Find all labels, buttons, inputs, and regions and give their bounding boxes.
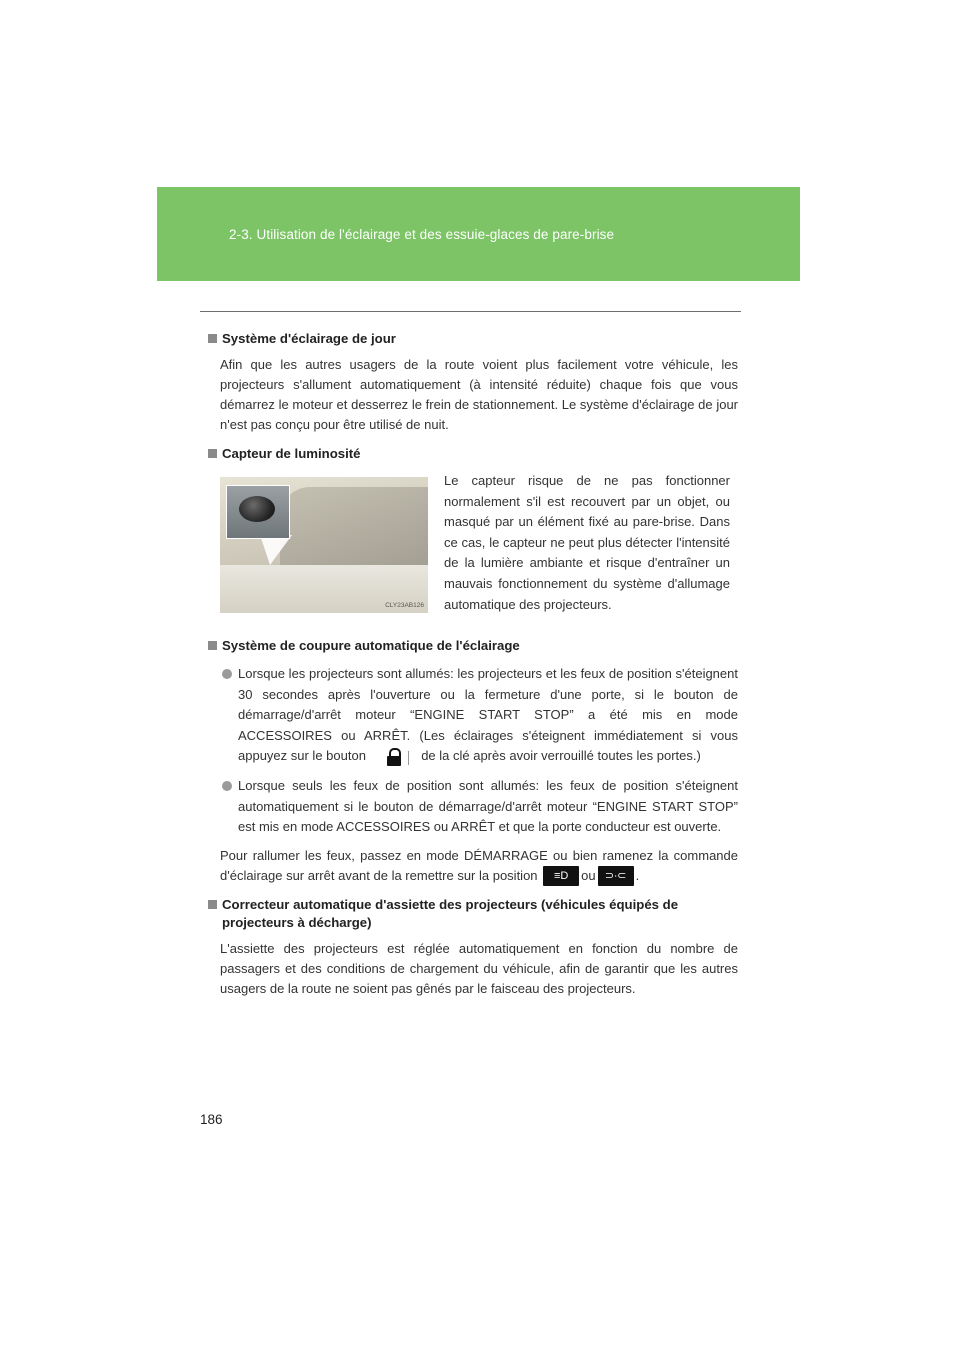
section-text-daytime: Afin que les autres usagers de la route voient plus facilement votre véhicule, les projecteurs s'allument automatiquement (à intensité réduite) chaque fois que vous démarrez le moteur et desserrez le frein de stationnement. Le système d'éclairage de jour n'est pas conçu pour être utilisé de nuit. bbox=[220, 357, 738, 432]
image-code: CLY23AB126 bbox=[385, 602, 424, 609]
square-bullet-icon bbox=[208, 641, 217, 650]
round-bullet-icon bbox=[222, 669, 232, 679]
callout-pointer bbox=[260, 535, 292, 565]
section-header-band bbox=[157, 187, 800, 281]
section-text-sensor: Le capteur risque de ne pas fonctionner normalement s'il est recouvert par un objet, ou masqué par un élément fixé au pare-brise. Dans ce cas, le capteur ne peut plus détecter l'intensité de la lumière ambiante et risque d'entraîner un mauvais fonctionnement du système d'allumage automatique des projecteurs. bbox=[444, 473, 730, 612]
section-title-sensor: Capteur de luminosité bbox=[208, 445, 738, 463]
page-number: 186 bbox=[200, 1112, 223, 1127]
square-bullet-icon bbox=[208, 449, 217, 458]
round-bullet-icon bbox=[222, 781, 232, 791]
cutoff-tail-text: Pour rallumer les feux, passez en mode DÉMARRAGE ou bien ramenez la commande d'éclairage sur arrêt avant de la remettre sur la position ≡D ou ⊃∙⊂ . bbox=[220, 846, 738, 887]
windshield-shape bbox=[280, 487, 428, 567]
page-content bbox=[208, 330, 738, 999]
light-sensor-icon bbox=[239, 496, 275, 522]
bullet-position-lights-on: Lorsque seuls les feux de position sont allumés: les feux de position s'éteignent automatiquement si le bouton de démarrage/d'arrêt moteur “ENGINE START STOP” est mis en mode ACCESSOIRES ou ARRÊT et que la porte conducteur est ouverte. bbox=[222, 776, 738, 838]
lock-icon bbox=[376, 747, 412, 767]
sensor-illustration bbox=[220, 477, 428, 613]
section-title-cutoff: Système de coupure automatique de l'éclairage bbox=[208, 637, 738, 655]
section-header-title: 2-3. Utilisation de l'éclairage et des essuie-glaces de pare-brise bbox=[229, 227, 615, 242]
tail-light-icon: ⊃∙⊂ bbox=[598, 866, 634, 886]
headlight-icon: ≡D bbox=[543, 866, 579, 886]
section-title-leveling: Correcteur automatique d'assiette des projecteurs (véhicules équipés de projecteurs à décharge) bbox=[208, 896, 738, 932]
header-divider bbox=[200, 311, 741, 312]
section-text-leveling: L'assiette des projecteurs est réglée automatiquement en fonction du nombre de passagers et des conditions de chargement du véhicule, afin de garantir que les autres usagers de la route ne soient pas gênés par le faisceau des projecteurs. bbox=[220, 941, 738, 997]
sensor-closeup bbox=[226, 485, 290, 539]
square-bullet-icon bbox=[208, 900, 217, 909]
section-title-daytime: Système d'éclairage de jour bbox=[208, 330, 738, 348]
square-bullet-icon bbox=[208, 334, 217, 343]
bullet-headlights-on: Lorsque les projecteurs sont allumés: les projecteurs et les feux de position s'éteignent 30 secondes après l'ouverture ou la fermeture d'une porte, si le bouton de démarrage/d'arrêt moteur “ENGINE START STOP” a été mis en mode ACCESSOIRES ou ARRÊT. (Les éclairages s'éteignent immédiatement si vous appuyez sur le bouton de la clé après avoir verrouillé toutes les portes.) bbox=[222, 664, 738, 767]
sensor-block bbox=[208, 471, 738, 631]
